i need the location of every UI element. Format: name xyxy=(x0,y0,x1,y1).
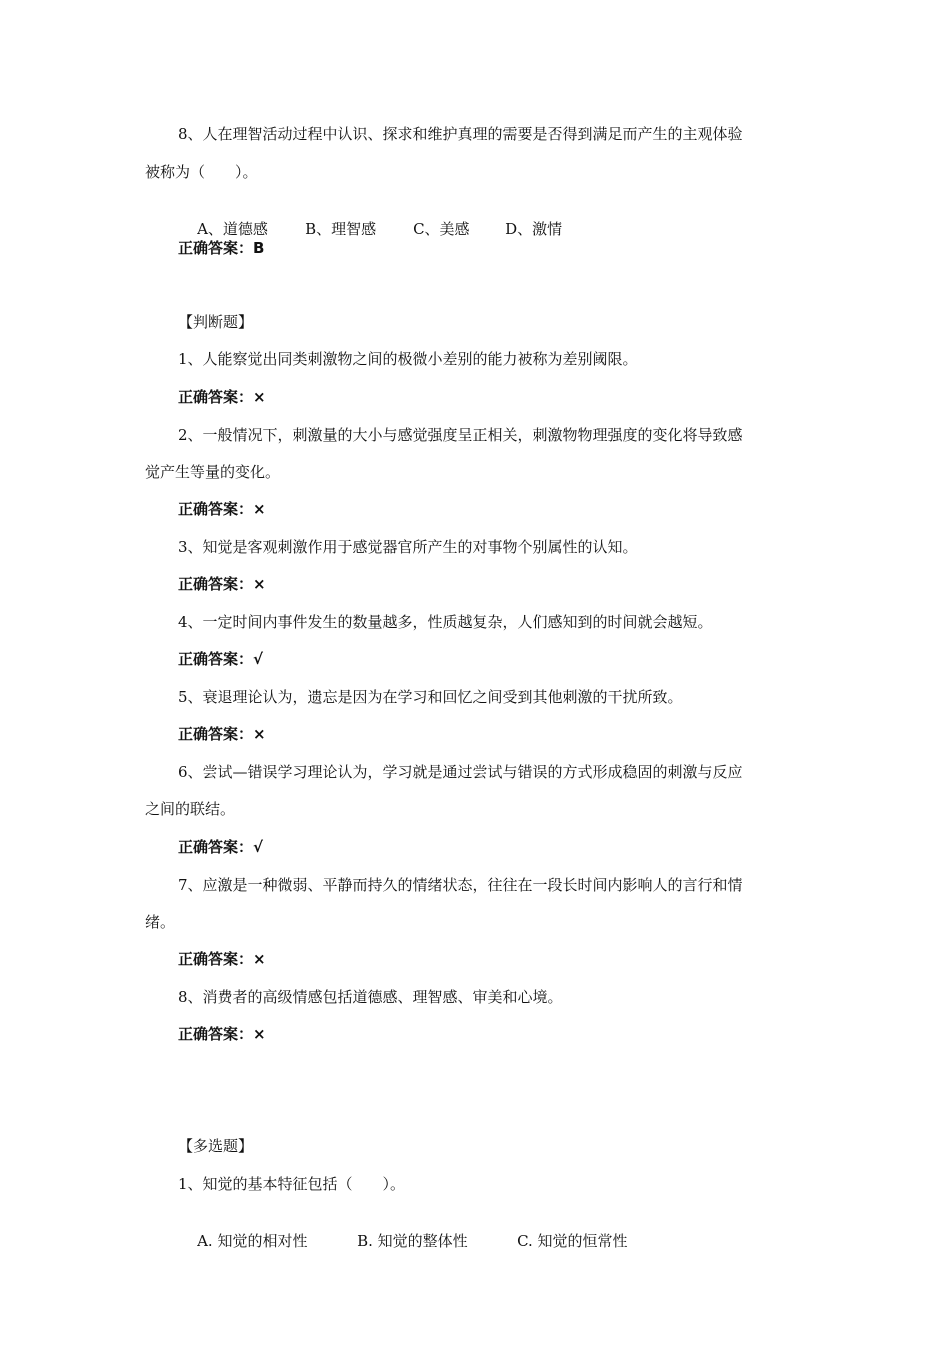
answer-text: 正确答案：√ xyxy=(178,838,264,856)
question-text: 觉产生等量的变化。 xyxy=(145,463,281,481)
option: D、激情 xyxy=(505,220,563,238)
section-heading: 【判断题】 xyxy=(178,313,254,331)
section-heading: 【多选题】 xyxy=(178,1137,254,1155)
answer-text: 正确答案：× xyxy=(178,388,266,406)
option: B. 知觉的整体性 xyxy=(357,1232,468,1250)
answer-text: 正确答案：× xyxy=(178,725,266,743)
option: C. 知觉的恒常性 xyxy=(517,1232,628,1250)
question-text: 2、一般情况下，刺激量的大小与感觉强度呈正相关，刺激物物理强度的变化将导致感 xyxy=(178,426,743,444)
answer-text: 正确答案：× xyxy=(178,1025,266,1043)
answer-text: 正确答案：× xyxy=(178,950,266,968)
option: B、理智感 xyxy=(305,220,377,238)
question-text: 4、一定时间内事件发生的数量越多，性质越复杂，人们感知到的时间就会越短。 xyxy=(178,613,713,631)
option: A. 知觉的相对性 xyxy=(197,1232,308,1250)
question-text: 7、应激是一种微弱、平静而持久的情绪状态，往往在一段长时间内影响人的言行和情 xyxy=(178,876,743,894)
question-text: 8、消费者的高级情感包括道德感、理智感、审美和心境。 xyxy=(178,988,563,1006)
question-text: 绪。 xyxy=(145,913,176,931)
question-text: 被称为（ ）。 xyxy=(145,163,258,181)
answer-text: 正确答案：√ xyxy=(178,650,264,668)
question-text: 6、尝试—错误学习理论认为，学习就是通过尝试与错误的方式形成稳固的刺激与反应 xyxy=(178,763,743,781)
option: A、道德感 xyxy=(197,220,268,238)
question-text: 5、衰退理论认为，遗忘是因为在学习和回忆之间受到其他刺激的干扰所致。 xyxy=(178,688,683,706)
option: C、美感 xyxy=(413,220,470,238)
answer-text: 正确答案：× xyxy=(178,575,266,593)
question-text: 1、人能察觉出同类刺激物之间的极微小差别的能力被称为差别阈限。 xyxy=(178,350,638,368)
question-text: 1、知觉的基本特征包括（ ）。 xyxy=(178,1175,406,1193)
answer-text: 正确答案：B xyxy=(178,239,265,257)
question-text: 之间的联结。 xyxy=(145,800,236,818)
answer-text: 正确答案：× xyxy=(178,500,266,518)
question-text: 8、人在理智活动过程中认识、探求和维护真理的需要是否得到满足而产生的主观体验 xyxy=(178,125,743,143)
options-row xyxy=(178,1211,628,1271)
question-text: 3、知觉是客观刺激作用于感觉器官所产生的对事物个别属性的认知。 xyxy=(178,538,638,556)
